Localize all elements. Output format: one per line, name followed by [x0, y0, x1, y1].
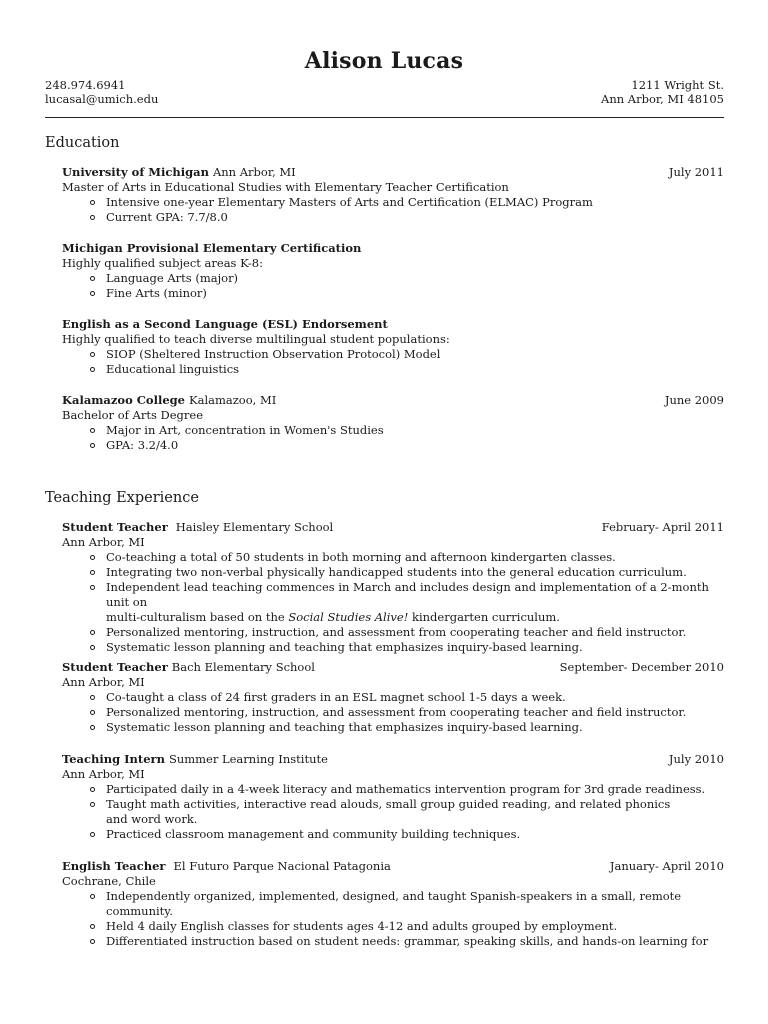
experience-heading: Teaching Experience [45, 490, 199, 506]
entry-org: Michigan Provisional Elementary Certification [62, 241, 362, 255]
education-entry-certification [62, 241, 724, 301]
list-item: Independently organized, implemented, designed, and taught Spanish-speakers in a small, remote community. [62, 889, 724, 919]
bullet-text-after: kindergarten curriculum. [408, 610, 560, 624]
education-entry-esl [62, 317, 724, 377]
phone-number: 248.974.6941 [45, 78, 126, 92]
list-item [62, 580, 724, 625]
entry-subtitle: Ann Arbor, MI [62, 675, 145, 689]
experience-entry-patagonia [62, 859, 724, 949]
list-item: Co-teaching a total of 50 students in both morning and afternoon kindergarten classes. [62, 550, 724, 565]
list-item: Educational linguistics [62, 362, 724, 377]
entry-location: Bach Elementary School [171, 660, 315, 674]
education-entry-umich [62, 165, 724, 225]
entry-location: Summer Learning Institute [168, 752, 328, 766]
entry-org: University of Michigan [62, 165, 209, 179]
curriculum-title: Social Studies Alive! [288, 610, 409, 624]
education-heading: Education [45, 135, 120, 151]
city-address: Ann Arbor, MI 48105 [601, 92, 724, 106]
entry-location: Kalamazoo, MI [189, 393, 277, 407]
list-item: Integrating two non-verbal physically handicapped students into the general education curriculum. [62, 565, 724, 580]
list-item: Practiced classroom management and community building techniques. [62, 827, 724, 842]
entry-subtitle: Bachelor of Arts Degree [62, 408, 204, 422]
list-item: Participated daily in a 4-week literacy and mathematics intervention program for 3rd grade readiness. [62, 782, 724, 797]
entry-date: September- December 2010 [559, 660, 724, 674]
entry-org: English as a Second Language (ESL) Endorsement [62, 317, 388, 331]
entry-subtitle: Cochrane, Chile [62, 874, 156, 888]
entry-date: February- April 2011 [601, 520, 724, 534]
applicant-name: Alison Lucas [304, 48, 464, 74]
list-item: GPA: 3.2/4.0 [62, 438, 724, 453]
entry-subtitle: Ann Arbor, MI [62, 535, 145, 549]
entry-date: July 2011 [668, 165, 724, 179]
list-item: Differentiated instruction based on student needs: grammar, speaking skills, and hands-on learning for [62, 934, 724, 949]
list-item: Personalized mentoring, instruction, and assessment from cooperating teacher and field instructor. [62, 625, 724, 640]
entry-org: Student Teacher [62, 660, 168, 674]
education-entry-kalamazoo [62, 393, 724, 453]
entry-org: Student Teacher [62, 520, 168, 534]
contact-left [45, 78, 158, 106]
entry-date: July 2010 [668, 752, 724, 766]
list-item: Major in Art, concentration in Women's Studies [62, 423, 724, 438]
list-item: Systematic lesson planning and teaching that emphasizes inquiry-based learning. [62, 720, 724, 735]
list-item: Systematic lesson planning and teaching that emphasizes inquiry-based learning. [62, 640, 724, 655]
entry-date: June 2009 [664, 393, 724, 407]
list-item: SIOP (Sheltered Instruction Observation Protocol) Model [62, 347, 724, 362]
entry-subtitle: Highly qualified to teach diverse multilingual student populations: [62, 332, 450, 346]
list-item: Taught math activities, interactive read alouds, small group guided reading, and related phonics and word work. [62, 797, 724, 827]
experience-entry-haisley [62, 520, 724, 655]
header-divider [45, 117, 724, 118]
entry-date: January- April 2010 [609, 859, 724, 873]
entry-subtitle: Master of Arts in Educational Studies with Elementary Teacher Certification [62, 180, 509, 194]
list-item: Personalized mentoring, instruction, and assessment from cooperating teacher and field instructor. [62, 705, 724, 720]
email-address: lucasal@umich.edu [45, 92, 159, 106]
entry-org: Teaching Intern [62, 752, 165, 766]
list-item: Fine Arts (minor) [62, 286, 724, 301]
entry-subtitle: Highly qualified subject areas K-8: [62, 256, 263, 270]
entry-subtitle: Ann Arbor, MI [62, 767, 145, 781]
entry-org: Kalamazoo College [62, 393, 185, 407]
bullet-text-line1: Independent lead teaching commences in March and includes design and implementation of a 2-month unit on [106, 580, 709, 609]
entry-location: Haisley Elementary School [175, 520, 334, 534]
entry-org: English Teacher [62, 859, 166, 873]
experience-entry-bach [62, 660, 724, 735]
bullet-text-before: multi-culturalism based on the [106, 610, 289, 624]
list-item: Current GPA: 7.7/8.0 [62, 210, 724, 225]
experience-entry-summer-institute [62, 752, 724, 842]
list-item: Intensive one-year Elementary Masters of Arts and Certification (ELMAC) Program [62, 195, 724, 210]
contact-right [601, 78, 724, 106]
list-item: Language Arts (major) [62, 271, 724, 286]
entry-location: El Futuro Parque Nacional Patagonia [173, 859, 391, 873]
list-item: Co-taught a class of 24 first graders in an ESL magnet school 1-5 days a week. [62, 690, 724, 705]
list-item: Held 4 daily English classes for students ages 4-12 and adults grouped by employment. [62, 919, 724, 934]
street-address: 1211 Wright St. [631, 78, 724, 92]
entry-location: Ann Arbor, MI [212, 165, 296, 179]
